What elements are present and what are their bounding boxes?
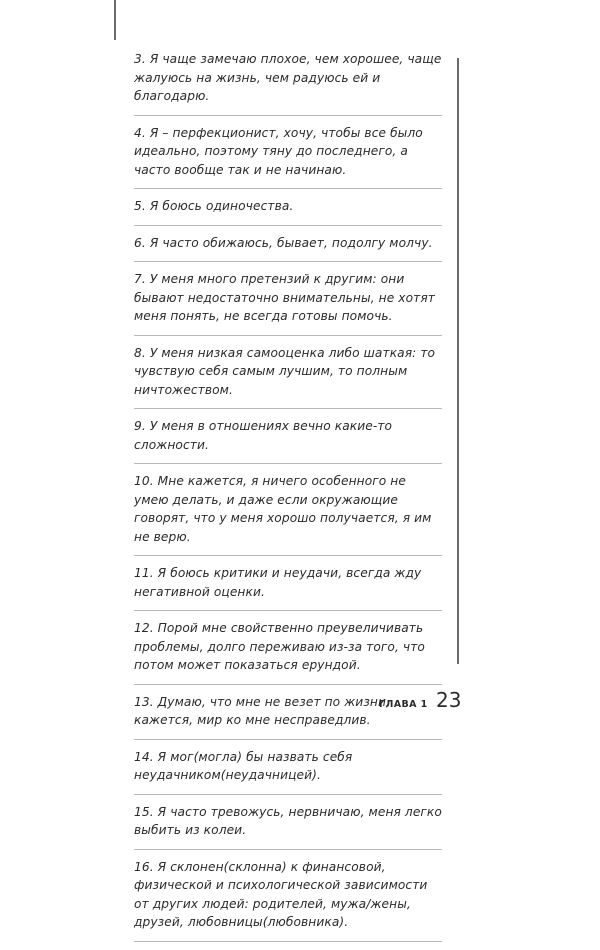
item-number: 14. xyxy=(134,749,154,764)
item-text: Я – перфекционист, хочу, чтобы все было идеально, поэтому тяну до последнего, а часто вообще так и не начинаю. xyxy=(134,125,423,177)
list-item xyxy=(134,472,442,556)
item-text: Я боюсь критики и неудачи, всегда жду негативной оценки. xyxy=(134,566,422,599)
list-item xyxy=(134,619,442,685)
item-number: 12. xyxy=(134,621,154,635)
item-text: Думаю, что мне не везет по жизни, кажется, мир ко мне несправедлив. xyxy=(134,694,390,727)
item-text: У меня в отношениях вечно какие-то сложности. xyxy=(134,419,393,452)
item-text: Я чаще замечаю плохое, чем хорошее, чаще жалуюсь на жизнь, чем радуюсь ей и благодарю. xyxy=(134,52,442,103)
item-text: Я мог(могла) бы назвать себя неудачником(неудачницей). xyxy=(134,749,353,782)
item-text: Порой мне свойственно преувеличивать проблемы, долго переживаю из-за того, что потом может показаться ерундой. xyxy=(134,621,425,672)
item-number: 6. xyxy=(134,235,146,250)
list-item xyxy=(134,234,442,263)
item-number: 5. xyxy=(134,199,146,213)
list-item xyxy=(134,564,442,611)
list-item xyxy=(134,270,442,336)
item-number: 16. xyxy=(134,859,154,874)
item-number: 8. xyxy=(134,345,146,360)
right-margin-rule xyxy=(457,58,459,664)
list-item xyxy=(134,417,442,464)
list-item xyxy=(134,50,442,116)
item-text: У меня много претензий к другим: они бывают недостаточно внимательны, не хотят меня понять, не всегда готовы помочь. xyxy=(134,272,435,323)
item-text: У меня низкая самооценка либо шаткая: то чувствую себя самым лучшим, то полным ничтожеством. xyxy=(134,345,436,397)
checklist xyxy=(134,50,442,950)
item-text: Я часто тревожусь, нервничаю, меня легко выбить из колеи. xyxy=(134,804,442,837)
item-number: 13. xyxy=(134,694,154,709)
item-number: 15. xyxy=(134,804,154,819)
item-text: Я склонен(склонна) к финансовой, физической и психологической зависимости от других людей: родителей, мужа/жены, друзей, любовницы(любовника). xyxy=(134,859,428,929)
list-item xyxy=(134,748,442,795)
left-margin-rule xyxy=(114,0,116,40)
chapter-label: ГЛАВА 1 xyxy=(379,699,428,710)
item-text: Я боюсь одиночества. xyxy=(149,199,294,213)
item-text: Я часто обижаюсь, бывает, подолгу молчу. xyxy=(149,235,433,250)
item-number: 9. xyxy=(134,419,146,433)
list-item xyxy=(134,124,442,190)
list-item xyxy=(134,197,442,226)
item-number: 7. xyxy=(134,272,146,286)
list-item xyxy=(134,858,442,942)
item-number: 3. xyxy=(134,52,146,66)
page-number: 23 xyxy=(436,688,462,712)
item-number: 4. xyxy=(134,125,146,140)
list-item xyxy=(134,344,442,410)
list-item xyxy=(134,803,442,850)
item-number: 11. xyxy=(134,566,154,580)
item-number: 10. xyxy=(134,474,154,488)
item-text: Мне кажется, я ничего особенного не умею делать, и даже если окружающие говорят, что у меня хорошо получается, я им не верю. xyxy=(134,474,432,544)
